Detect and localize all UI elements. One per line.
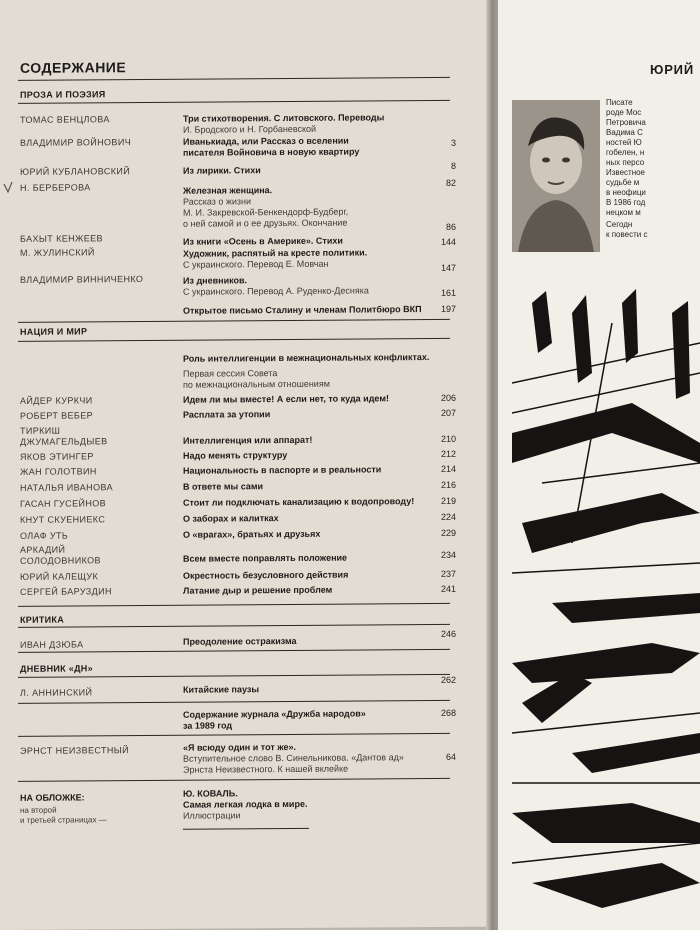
toc-work: Национальность в паспорте и в реальности [183,464,382,476]
toc-entry[interactable] [0,511,470,525]
pencil-checkmark-icon [2,180,16,196]
toc-work: Из лирики. Стихи [183,165,261,176]
toc-page: 262 [440,674,456,685]
section-rule [18,700,450,704]
toc-author: ЖАН ГОЛОТВИН [20,466,97,477]
toc-work: Из книги «Осень в Америке». Стихи [183,235,343,247]
section-rule [18,603,450,607]
toc-entry[interactable] [0,448,470,462]
toc-author: НАТАЛЬЯ ИВАНОВА [20,482,113,493]
toc-author: ВЛАДИМИР ВОЙНОВИЧ [20,137,132,148]
toc-author: ЮРИЙ КАЛЕЩУК [20,571,99,582]
cover-rule [183,828,309,830]
section-heading-diary: ДНЕВНИК «ДН» [20,663,93,674]
page-title: СОДЕРЖАНИЕ [20,59,127,76]
toc-page: 214 [440,463,456,474]
toc-work: Латание дыр и решение проблем [183,584,333,596]
toc-entry[interactable] [0,392,470,406]
toc-author: ТОМАС ВЕНЦЛОВА [20,114,110,125]
toc-work: О заборах и калитках [183,513,279,524]
toc-page: 86 [445,221,456,232]
toc-page: 3 [450,137,456,148]
toc-page: 161 [440,287,456,298]
toc-work: «Я всюду один и тот же». Вступительное слово В. Синельникова. «Дантов ад» Эрнста Неизвестного. К нашей вклейке [183,741,404,775]
toc-entry[interactable] [0,352,470,390]
toc-author: ИВАН ДЗЮБА [20,639,84,650]
toc-page: 206 [440,392,456,403]
toc-work: О «врагах», братьях и друзьях [183,528,321,540]
section-heading-nation: НАЦИЯ И МИР [20,326,88,337]
section-rule [18,624,450,628]
toc-entry[interactable] [0,583,470,597]
toc-work: В ответе мы сами [183,481,264,492]
toc-entry[interactable] [0,303,470,316]
toc-entry[interactable] [0,568,470,582]
toc-author: БАХЫТ КЕНЖЕЕВ [20,233,103,244]
toc-work: Идем ли мы вместе! А если нет, то куда идем! [183,393,389,405]
cover-sub: на второй и третьей страницах — [20,805,107,825]
toc-page: 224 [440,511,456,522]
right-page-text: Писате роде Мос Петровича Вадима С ностей Ю гобелен, н ных персо Известное судьбе м в неофици В 1986 год нецком м Сегодн к повести с [606,98,648,239]
toc-work: Железная женщина. Рассказ о жизни М. И. Закревской-Бенкендорф-Будберг, о ней самой и о ее друзьях. Окончание [183,185,349,229]
toc-author: ВЛАДИМИР ВИННИЧЕНКО [20,273,144,285]
toc-work: Иванькиада, или Рассказ о вселении писателя Войновича в новую квартиру [183,135,360,158]
toc-page: 237 [440,568,456,579]
toc-work: Открытое письмо Сталину и членам Политбюро ВКП [183,304,422,316]
section-rule [18,674,450,678]
toc-entry[interactable] [0,160,470,177]
toc-entry[interactable] [0,407,470,421]
toc-work: Художник, распятый на кресте политики. С украинского. Перевод Е. Мовчан [183,247,368,270]
toc-page: 268 [440,707,456,718]
cover-label: НА ОБЛОЖКЕ: [20,792,85,803]
toc-entry[interactable] [0,479,470,493]
toc-author: Л. АННИНСКИЙ [20,687,93,698]
toc-work: Три стихотворения. С литовского. Переводы И. Бродского и Н. Горбаневской [183,112,385,135]
section-rule [18,338,450,342]
toc-work: Расплата за утопии [183,409,271,420]
toc-author: ЮРИЙ КУБЛАНОВСКИЙ [20,166,131,177]
toc-entry[interactable] [0,423,470,447]
toc-entry[interactable] [0,463,470,477]
toc-page: 210 [440,433,456,444]
toc-page: 241 [440,583,456,594]
toc-entry[interactable] [0,741,470,775]
toc-page: 8 [450,160,456,171]
toc-author: Н. БЕРБЕРОВА [20,182,91,193]
toc-page: 216 [440,479,456,490]
toc-author: ЯКОВ ЭТИНГЕР [20,451,94,462]
toc-entry[interactable] [0,527,470,541]
section-heading-criticism: КРИТИКА [20,614,65,625]
toc-work: Преодоление остракизма [183,635,297,647]
toc-author: ЭРНСТ НЕИЗВЕСТНЫЙ [20,745,130,756]
toc-author: СЕРГЕЙ БАРУЗДИН [20,586,112,597]
toc-author: ТИРКИШ ДЖУМАГЕЛЬДЫЕВ [20,425,108,447]
ink-illustration [512,283,700,923]
toc-page: 212 [440,448,456,459]
toc-author: АРКАДИЙ СОЛОДОВНИКОВ [20,544,101,566]
right-page-header: ЮРИЙ [650,62,694,77]
toc-entry[interactable] [0,177,470,232]
toc-work: Стоит ли подключать канализацию к водопроводу! [183,496,415,508]
toc-work: Всем вместе поправлять положение [183,552,348,564]
toc-work: Окрестность безусловного действия [183,569,349,581]
toc-entry[interactable] [0,112,470,135]
toc-page: 246 [440,628,456,639]
section-rule [18,778,450,782]
cover-work[interactable]: Ю. КОВАЛЬ. Самая легкая лодка в мире. Иллюстрации [183,788,308,821]
toc-page: 147 [440,262,456,273]
toc-page: 207 [440,407,456,418]
toc-page: 144 [440,236,456,247]
toc-work: Из дневников. С украинского. Перевод А. Руденко-Десняка [183,275,369,297]
toc-author: ОЛАФ УТЬ [20,530,69,541]
toc-author: АЙДЕР КУРКЧИ [20,395,93,406]
toc-work: Китайские паузы [183,684,260,695]
toc-page: 219 [440,495,456,506]
toc-author: РОБЕРТ ВЕБЕР [20,410,94,421]
toc-author: М. ЖУЛИНСКИЙ [20,247,95,258]
toc-entry[interactable] [0,272,470,298]
toc-work: Интеллигенция или аппарат! [183,434,313,446]
toc-author: КНУТ СКУЕНИЕКС [20,514,106,525]
toc-page: 82 [445,177,456,188]
toc-entry[interactable] [0,231,470,247]
toc-work: Роль интеллигенции в межнациональных конфликтах. Первая сессия Совета по межнациональным отношениям [183,352,430,390]
toc-entry[interactable] [0,628,470,650]
toc-page: 229 [440,527,456,538]
toc-work: Надо менять структуру [183,449,288,461]
toc-work: Содержание журнала «Дружба народов» за 1989 год [183,708,366,731]
author-portrait-photo [512,100,600,252]
section-rule [18,100,450,104]
title-rule [18,77,450,81]
toc-author: ГАСАН ГУСЕЙНОВ [20,498,107,509]
toc-page: 234 [440,549,456,560]
toc-entry[interactable] [0,674,470,698]
toc-entry[interactable] [0,707,470,731]
section-rule [18,733,450,737]
toc-page: 64 [445,751,456,762]
toc-entry[interactable] [0,495,470,509]
section-rule [18,319,450,323]
toc-page: 197 [440,303,456,314]
section-heading-prose: ПРОЗА И ПОЭЗИЯ [20,89,106,100]
toc-entry[interactable] [0,542,470,566]
